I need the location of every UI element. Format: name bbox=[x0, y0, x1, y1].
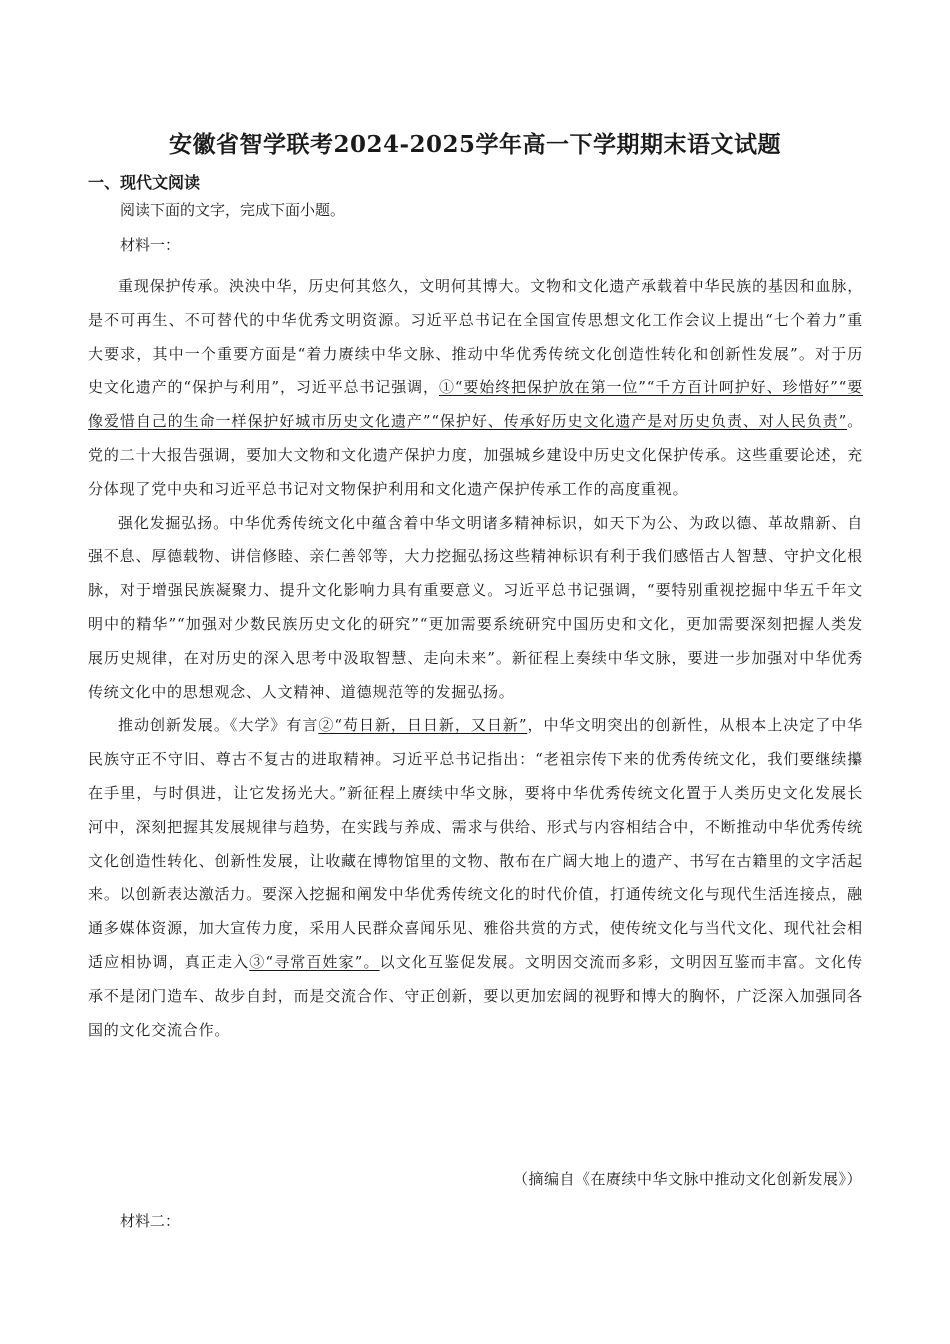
paragraph-text: 强化发掘弘扬。中华优秀传统文化中蕴含着中华文明诸多精神标识，如天下为公、为政以德、革故鼎新、自强不息、厚德载物、讲信修睦、亲仁善邻等，大力挖掘弘扬这些精神标识有利于我们感悟古人智慧、守护文化根脉，对于增强民族凝聚力、提升文化影响力具有重要意义。习近平总书记强调，“要特别重视挖掘中华五千年文明中的精华”“加强对少数民族历史文化的研究”“更加需要系统研究中国历史和文化，更加需要深刻把握人类发展历史规律，在对历史的深入思考中汲取智慧、走向未来”。新征程上奏续中华文脉，要进一步加强对中华优秀传统文化中的思想观念、人文精神、道德规范等的发掘弘扬。 bbox=[88, 513, 863, 701]
material-two-label: 材料二： bbox=[120, 1212, 181, 1230]
document-title: 安徽省智学联考2024-2025学年高一下学期期末语文试题 bbox=[168, 131, 782, 158]
underlined-quote-1: ①“要始终把保护放在第一位”“千方百计呵护好、珍惜好”“要像爱惜自己的生命一样保护好城市历史文化遗产”“保护好、传承好历史文化遗产是对历史负责、对人民负责” bbox=[88, 378, 863, 431]
paragraph-text: ，中华文明突出的创新性，从根本上决定了中华民族守正不守旧、尊古不复古的进取精神。习近平总书记指出：“老祖宗传下来的优秀传统文化，我们要继续攥在手里，与时俱进，让它发扬光大。”新征程上赓续中华文脉，要将中华优秀传统文化置于人类历史文化发展长河中，深刻把握其发展规律与趋势，在实践与养成、需求与供给、形式与内容相结合中，不断推动中华优秀传统文化创造性转化、创新性发展，让收藏在博物馆里的文物、散布在广阔大地上的遗产、书写在古籍里的文字活起来。以创新表达激活力。要深入挖掘和阐发中华优秀传统文化的时代价值，打通传统文化与现代生活连接点，融通多媒体资源，加大宣传力度，采用人民群众喜闻乐见、雅俗共赏的方式，使传统文化与当代文化、现代社会相适应相协调，真正走入 bbox=[88, 716, 864, 971]
paragraph-text: 推动创新发展。《大学》有言 bbox=[118, 716, 319, 735]
underlined-quote-3: ③“寻常百姓家”。 bbox=[249, 952, 380, 971]
source-citation: （摘编自《在赓续中华文脉中推动文化创新发展》） bbox=[512, 1170, 862, 1188]
section-heading: 一、现代文阅读 bbox=[88, 173, 201, 192]
paragraph-protection bbox=[88, 270, 863, 507]
paragraph-promotion bbox=[88, 507, 863, 710]
paragraph-innovation bbox=[88, 709, 863, 1047]
material-one-label: 材料一： bbox=[120, 236, 181, 254]
paragraph-text: 。党的二十大报告强调，要加大文物和文化遗产保护力度，加强城乡建设中历史文化保护传承。这些重要论述，充分体现了党中央和习近平总书记对文物保护利用和文化遗产保护传承工作的高度重视。 bbox=[88, 412, 863, 498]
material-one-body bbox=[88, 270, 863, 1047]
underlined-quote-2: ②“苟日新，日日新，又日新” bbox=[318, 716, 528, 735]
paragraph-text: 以文化互鉴促发展。文明因交流而多彩，文明因互鉴而丰富。文化传承不是闭门造车、故步自封，而是交流合作、守正创新，要以更加宏阔的视野和博大的胸怀，广泛深入加强同各国的文化交流合作。 bbox=[88, 952, 863, 1039]
paragraph-text: 重现保护传承。泱泱中华，历史何其悠久，文明何其博大。文物和文化遗产承载着中华民族的基因和血脉，是不可再生、不可替代的中华优秀文明资源。习近平总书记在全国宣传思想文化工作会议上提出“七个着力”重大要求，其中一个重要方面是“着力赓续中华文脉、推动中华优秀传统文化创造性转化和创新性发展”。对于历史文化遗产的“保护与利用”，习近平总书记强调， bbox=[88, 277, 863, 397]
reading-instruction: 阅读下面的文字，完成下面小题。 bbox=[120, 201, 346, 219]
